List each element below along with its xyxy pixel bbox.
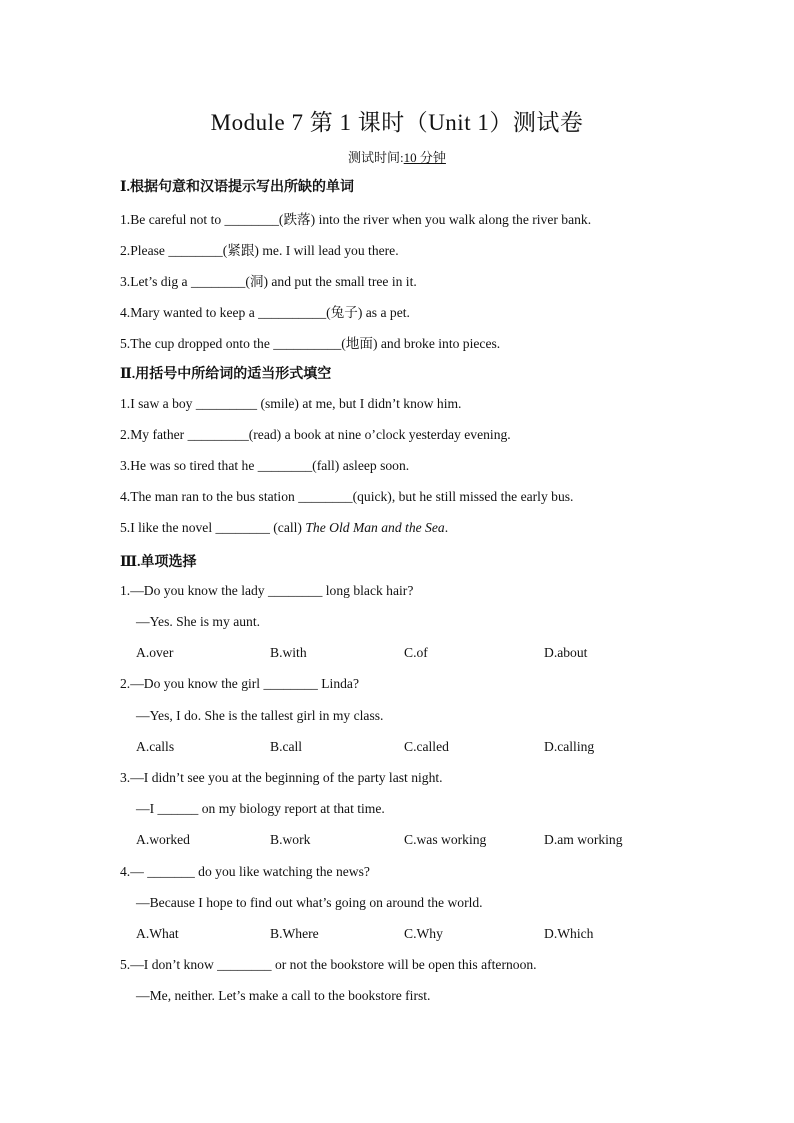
section-2-item: 4.The man ran to the bus station ________(quick), but he still missed the early bus. [120, 489, 574, 504]
option-a: A.worked [136, 832, 190, 847]
test-time-value: 10 分钟 [403, 150, 446, 165]
question: 2.—Do you know the girl ________ Linda? [120, 676, 359, 691]
section-2-item: 1.I saw a boy _________ (smile) at me, but I didn’t know him. [120, 396, 462, 411]
question-reply: —Yes. She is my aunt. [136, 614, 260, 629]
option-a: A.over [136, 645, 174, 660]
option-d: D.Which [544, 926, 594, 941]
question: 4.— _______ do you like watching the news? [120, 864, 370, 879]
book-title: The Old Man and the Sea [305, 520, 445, 535]
option-c: C.was working [404, 832, 487, 847]
option-a: A.What [136, 926, 179, 941]
question-reply: —Me, neither. Let’s make a call to the bookstore first. [136, 988, 431, 1003]
option-c: C.called [404, 739, 449, 754]
option-a: A.calls [136, 739, 175, 754]
option-b: B.Where [270, 926, 319, 941]
question: 5.—I don’t know ________ or not the bookstore will be open this afternoon. [120, 957, 537, 972]
option-b: B.call [270, 739, 303, 754]
question: 1.—Do you know the lady ________ long black hair? [120, 583, 414, 598]
option-d: D.about [544, 645, 588, 660]
question-reply: —Yes, I do. She is the tallest girl in my class. [136, 708, 384, 723]
option-d: D.calling [544, 739, 595, 754]
section-1-item: 4.Mary wanted to keep a __________(兔子) as a pet. [120, 305, 410, 320]
section-2-item: 3.He was so tired that he ________(fall) asleep soon. [120, 458, 410, 473]
section-2-item: 2.My father _________(read) a book at nine o’clock yesterday evening. [120, 427, 511, 442]
section-1-item: 2.Please ________(紧跟) me. I will lead you there. [120, 243, 399, 258]
section-1-heading: Ⅰ.根据句意和汉语提示写出所缺的单词 [120, 180, 355, 195]
section-3-heading: Ⅲ.单项选择 [120, 555, 197, 570]
test-time-label: 测试时间: [348, 150, 404, 165]
option-c: C.of [404, 645, 428, 660]
section-1-item: 1.Be careful not to ________(跌落) into the river when you walk along the river bank. [120, 212, 592, 227]
section-1-item: 3.Let’s dig a ________(洞) and put the small tree in it. [120, 274, 417, 289]
option-b: B.with [270, 645, 307, 660]
section-2-heading: Ⅱ.用括号中所给词的适当形式填空 [120, 367, 332, 382]
option-d: D.am working [544, 832, 623, 847]
option-b: B.work [270, 832, 311, 847]
section-1-item: 5.The cup dropped onto the __________(地面) and broke into pieces. [120, 336, 501, 351]
page-title: Module 7 第 1 课时（Unit 1）测试卷 [210, 110, 584, 135]
question-reply: —I ______ on my biology report at that time. [136, 801, 385, 816]
option-c: C.Why [404, 926, 443, 941]
item-text: 5.I like the novel ________ (call) [120, 520, 306, 535]
section-2-item [120, 520, 448, 536]
question-reply: —Because I hope to find out what’s going on around the world. [136, 895, 483, 910]
question: 3.—I didn’t see you at the beginning of the party last night. [120, 770, 443, 785]
item-punct: . [444, 520, 449, 535]
test-time [0, 147, 794, 166]
